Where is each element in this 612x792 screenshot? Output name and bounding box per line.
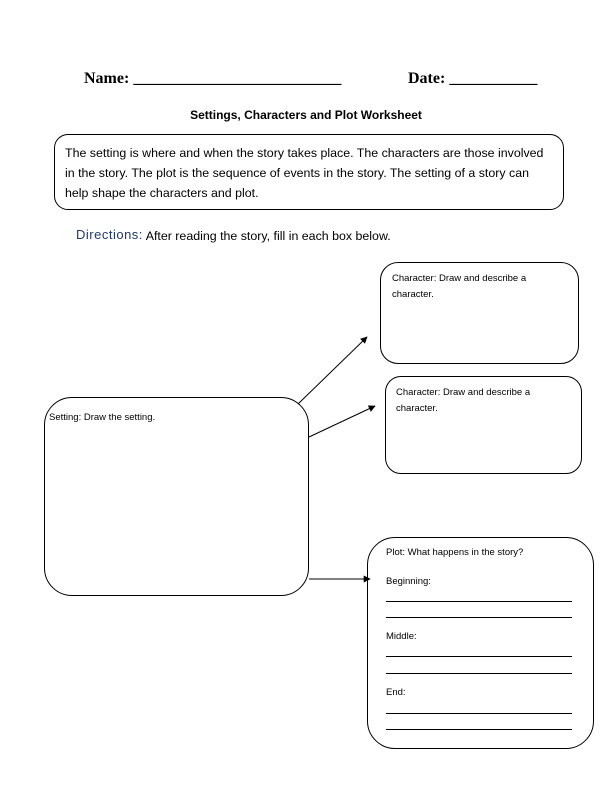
plot-end-label: End: — [386, 687, 406, 698]
plot-middle-label: Middle: — [386, 631, 417, 642]
plot-box-title: Plot: What happens in the story? — [386, 547, 524, 558]
character-box-1[interactable] — [380, 262, 579, 364]
definition-text: The setting is where and when the story takes place. The characters are those involved in the story. The plot is the sequence of events in the story. The setting of a story can help shape the characters and plot. — [65, 146, 544, 200]
worksheet-title: Settings, Characters and Plot Worksheet — [190, 108, 422, 122]
character-box-2-label: Character: Draw and describe a character. — [396, 387, 531, 414]
arrow-to-character-1 — [298, 337, 367, 404]
arrow-to-character-2 — [309, 406, 375, 437]
directions-label: Directions: — [76, 227, 143, 242]
setting-box[interactable] — [44, 397, 309, 596]
plot-middle-line-1[interactable] — [386, 656, 572, 657]
setting-box-label: Setting: Draw the setting. — [49, 412, 156, 423]
name-field-label[interactable]: Name: __________________________ — [84, 70, 342, 87]
plot-end-line-2[interactable] — [386, 729, 572, 730]
plot-beginning-line-1[interactable] — [386, 601, 572, 602]
plot-box[interactable] — [367, 537, 594, 749]
plot-middle-line-2[interactable] — [386, 673, 572, 674]
plot-beginning-line-2[interactable] — [386, 617, 572, 618]
directions-text: After reading the story, fill in each box below. — [145, 229, 391, 243]
character-box-1-label: Character: Draw and describe a character. — [392, 273, 527, 300]
definition-box — [54, 134, 564, 210]
plot-end-line-1[interactable] — [386, 713, 572, 714]
date-field-label[interactable]: Date: ___________ — [408, 70, 538, 87]
plot-beginning-label: Beginning: — [386, 576, 431, 587]
character-box-2[interactable] — [385, 376, 582, 474]
directions — [76, 227, 391, 243]
